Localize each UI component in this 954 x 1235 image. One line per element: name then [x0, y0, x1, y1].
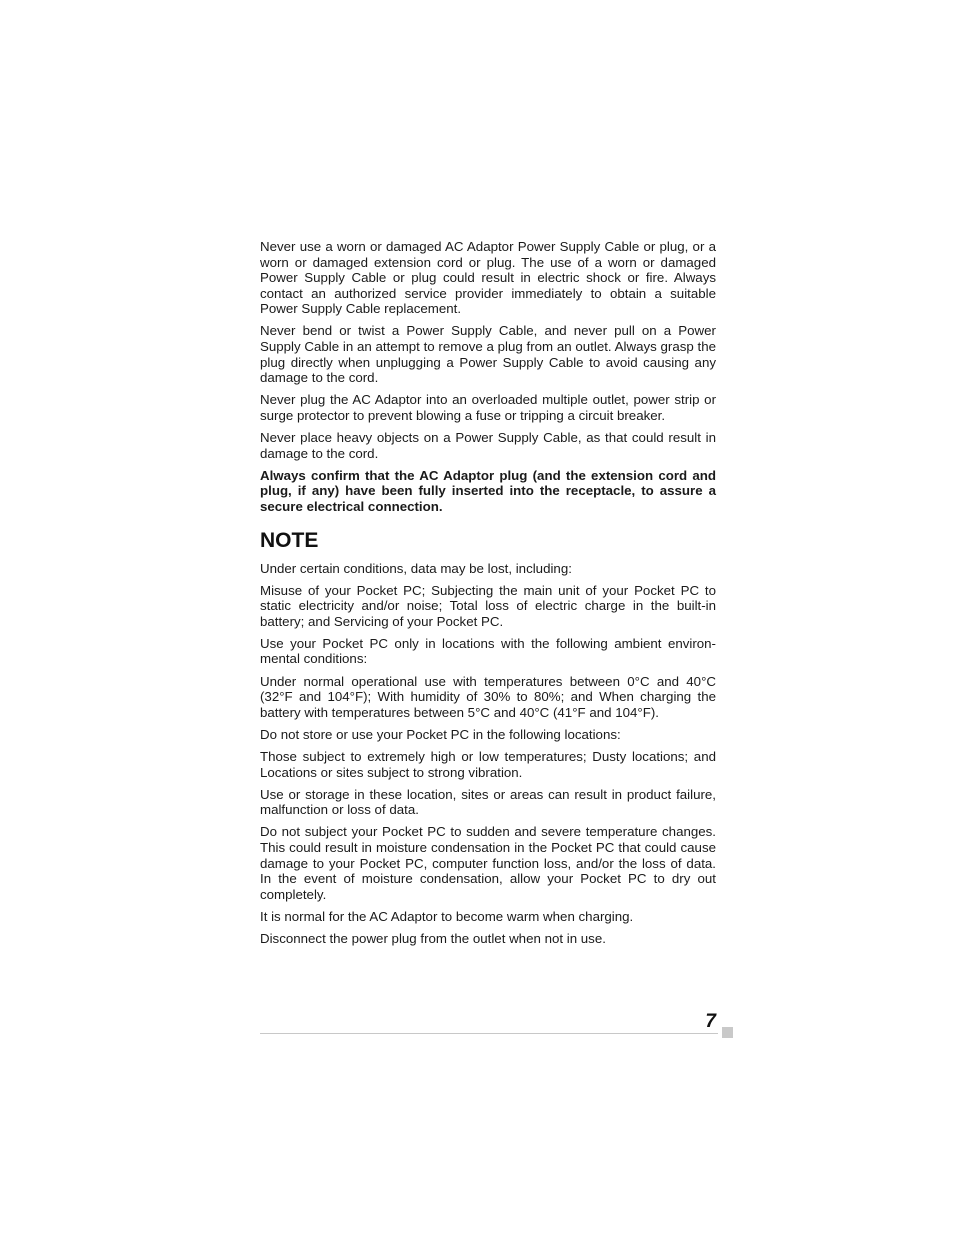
note-paragraph: Under normal operational use with temperatures between 0°C and 40°C (32°F and 104°F); With humidity of 30% to 80%; and When charging the battery with temperatures between 5°C and 40°C (41°F and 104°F).	[260, 673, 716, 720]
note-heading: NOTE	[260, 528, 319, 552]
page-number: 7	[705, 1011, 716, 1032]
page-body	[260, 239, 716, 953]
paragraph-worn-cable: Never use a worn or damaged AC Adaptor Power Supply Cable or plug, or a worn or damaged extension cord or plug. The use of a worn or damaged Power Supply Cable or plug could result in electric shock or fire. Always contact an authorized service provider immediately to obtain a suitable Power Supply Cable replacement.	[260, 239, 716, 317]
paragraph-overloaded-outlet: Never plug the AC Adaptor into an overloaded multiple outlet, power strip or surge protector to prevent blowing a fuse or tripping a circuit breaker.	[260, 392, 716, 423]
note-paragraph: Do not subject your Pocket PC to sudden and severe temperature changes. This could result in moisture condensation in the Pocket PC that could cause damage to your Pocket PC, computer function loss, and/or the loss of data. In the event of moisture condensation, allow your Pocket PC to dry out completely.	[260, 824, 716, 902]
page-corner-marker	[722, 1027, 733, 1038]
note-paragraph: Those subject to extremely high or low temperatures; Dusty locations; and Locations or sites subject to strong vibration.	[260, 748, 716, 780]
note-paragraph: Do not store or use your Pocket PC in the following locations:	[260, 726, 621, 742]
note-paragraph: Disconnect the power plug from the outlet when not in use.	[260, 930, 606, 946]
footer-divider	[260, 1033, 718, 1034]
note-paragraph: Under certain conditions, data may be lost, including:	[260, 560, 572, 576]
note-paragraph: It is normal for the AC Adaptor to become warm when charging.	[260, 908, 634, 924]
paragraph-bend-cable: Never bend or twist a Power Supply Cable, and never pull on a Power Supply Cable in an attempt to remove a plug from an outlet. Always grasp the plug directly when unplugging a Power Supply Cable to avoid causing any damage to the cord.	[260, 323, 716, 386]
note-paragraph: Misuse of your Pocket PC; Subjecting the main unit of your Pocket PC to static electricity and/or noise; Total loss of electric charge in the built-in battery; and Servicing of your Pocket PC.	[260, 582, 716, 629]
paragraph-heavy-objects: Never place heavy objects on a Power Supply Cable, as that could result in damage to the cord.	[260, 430, 716, 461]
note-paragraph: Use your Pocket PC only in locations with the following ambient environ-mental conditions:	[260, 635, 716, 667]
bold-warning: Always confirm that the AC Adaptor plug (and the extension cord and plug, if any) have been fully inserted into the receptacle, to assure a secure electrical connection.	[260, 467, 716, 514]
note-paragraph: Use or storage in these location, sites or areas can result in product failure, malfunction or loss of data.	[260, 786, 716, 818]
